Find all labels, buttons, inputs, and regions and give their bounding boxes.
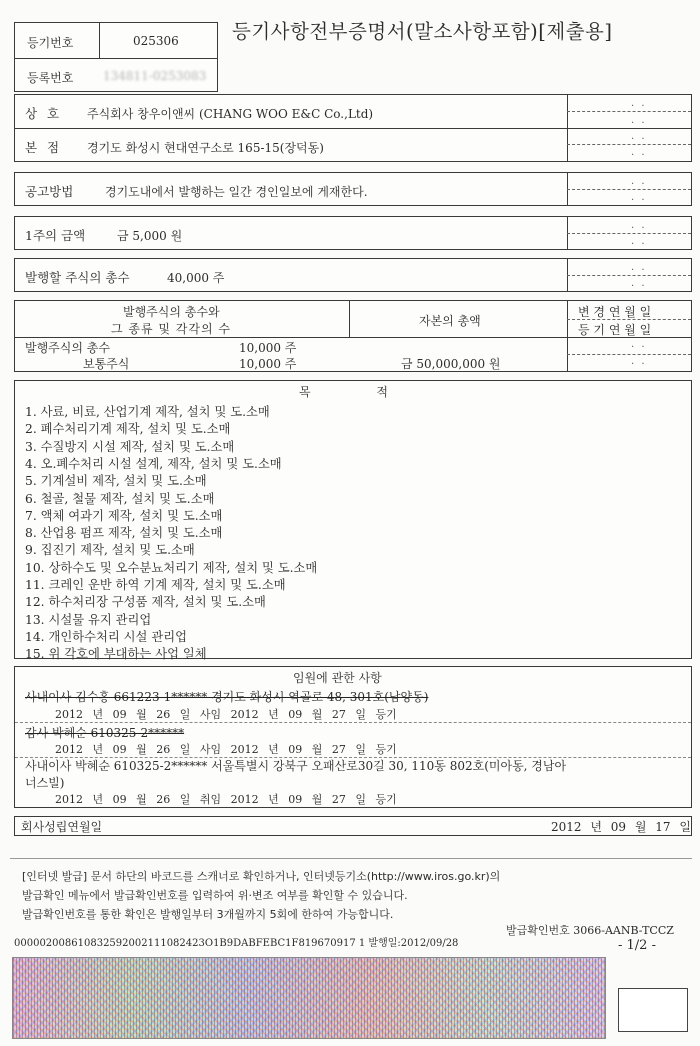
establishment-label: 회사성립연월일 xyxy=(21,820,103,834)
officer1-line: 사내이사 김수홍 661223-1****** 경기도 화성시 역골로 48, 301호(남양동) xyxy=(25,690,429,704)
hq-label: 본 점 xyxy=(25,140,63,155)
purpose-item: 14. 개인하수처리 시설 관리업 xyxy=(25,629,187,644)
notice-value: 경기도내에서 발행하는 일간 경인일보에 게재한다. xyxy=(105,185,368,199)
company-value: 주식회사 창우이앤씨 (CHANG WOO E&C Co.,Ltd) xyxy=(87,107,374,121)
share-amount-label: 1주의 금액 xyxy=(25,228,86,243)
security-barcode-image xyxy=(12,957,606,1039)
common-value: 10,000 주 xyxy=(239,357,297,371)
officer2-line: 감사 박혜순 610325-2****** xyxy=(25,726,185,740)
capital-head: 자본의 총액 xyxy=(419,314,481,328)
issue-confirm-number: 발급확인번호 3066-AANB-TCCZ xyxy=(506,924,674,937)
notice-method-row: 공고방법 경기도내에서 발행하는 일간 경인일보에 게재한다. . . . . xyxy=(14,172,692,206)
purpose-item: 6. 철골, 철물 제작, 설치 및 도.소매 xyxy=(25,491,215,506)
establishment-value: 2012 년 09 월 17 일 xyxy=(551,820,691,834)
common-label: 보통주식 xyxy=(83,357,130,371)
reg-date-label: 등 기 연 월 일 xyxy=(578,323,652,337)
total-shares-row: 발행할 주식의 총수 40,000 주 . . . . xyxy=(14,258,692,292)
total-shares-value: 40,000 주 xyxy=(167,271,225,285)
purpose-item: 5. 기계설비 제작, 설치 및 도.소매 xyxy=(25,474,207,489)
purpose-item: 13. 시설물 유지 관리업 xyxy=(25,612,152,627)
issued-label: 발행주식의 총수 xyxy=(25,341,110,355)
corp-no-label: 등록번호 xyxy=(27,71,74,85)
officer1-dates: 2012 년 09 월 26 일 사임 2012 년 09 월 27 일 등기 xyxy=(55,708,397,721)
company-name-row: 상 호 주식회사 창우이앤씨 (CHANG WOO E&C Co.,Ltd) 본 점 경기도 화성시 현대연구소로 165-15(장덕동) . . . . . . . . xyxy=(14,94,692,162)
issued-value: 10,000 주 xyxy=(239,341,297,355)
corp-no-value: 134811-0253083 xyxy=(103,69,207,83)
document-title: 등기사항전부증명서(말소사항포함)[제출용] xyxy=(232,20,613,43)
officer3-dates: 2012 년 09 월 26 일 취임 2012 년 09 월 27 일 등기 xyxy=(55,793,397,806)
purpose-item: 1. 사료, 비료, 산업기계 제작, 설치 및 도.소매 xyxy=(25,405,270,419)
stamp-box xyxy=(618,988,688,1032)
company-label: 상 호 xyxy=(25,106,63,121)
reg-number-box xyxy=(14,22,218,92)
officer3-line2: 너스빌) xyxy=(25,776,65,790)
page-number: - 1/2 - xyxy=(618,938,656,953)
hq-value: 경기도 화성시 현대연구소로 165-15(장덕동) xyxy=(87,141,324,155)
purpose-item: 15. 위 각호에 부대하는 사업 일체 xyxy=(25,647,207,662)
purpose-item: 8. 산업용 펌프 제작, 설치 및 도.소매 xyxy=(25,526,223,541)
shares-head-line2: 그 종류 및 각각의 수 xyxy=(111,322,231,336)
footer-notice-1: [인터넷 발급] 문서 하단의 바코드를 스캐너로 확인하거나, 인터넷등기소(http://www.iros.go.kr)의 xyxy=(22,870,501,883)
share-amount-row: 1주의 금액 금 5,000 원 . . . . xyxy=(14,216,692,250)
total-shares-label: 발행할 주식의 총수 xyxy=(25,270,130,285)
officers-title: 임원에 관한 사항 xyxy=(293,671,382,685)
change-date-label: 변 경 연 월 일 xyxy=(578,305,652,319)
reg-no-label: 등기번호 xyxy=(27,36,74,50)
purpose-item: 11. 크레인 운반 하역 기계 제작, 설치 및 도.소매 xyxy=(25,578,286,592)
purpose-section xyxy=(14,380,692,662)
purpose-item: 4. 오.폐수처리 시설 설계, 제작, 설치 및 도.소매 xyxy=(25,456,282,471)
capital-value: 금 50,000,000 원 xyxy=(401,357,501,371)
footer-notice-3: 발급확인번호를 통한 확인은 발행일부터 3개월까지 5회에 한하여 가능합니다. xyxy=(22,908,394,921)
officer3-line1: 사내이사 박혜순 610325-2****** 서울특별시 강북구 오패산로30길 30, 110동 802호(미아동, 경남아 xyxy=(25,759,567,773)
barcode-text: 000002008610832592002111082423O1B9DABFEBC1F819670917 1 발행일:2012/09/28 xyxy=(14,938,459,949)
purpose-item: 12. 하수처리장 구성품 제작, 설치 및 도.소매 xyxy=(25,595,266,610)
purpose-title: 목 적 xyxy=(299,385,388,399)
purpose-item: 3. 수질방지 시설 제작, 설치 및 도.소매 xyxy=(25,439,235,454)
purpose-item: 10. 상하수도 및 오수분뇨처리기 제작, 설치 및 도.소매 xyxy=(25,560,318,575)
establishment-row xyxy=(14,816,692,836)
notice-label: 공고방법 xyxy=(25,184,74,199)
officers-section xyxy=(14,666,692,808)
purpose-item: 7. 액체 여과기 제작, 설치 및 도.소매 xyxy=(25,508,223,523)
officer2-dates: 2012 년 09 월 26 일 사임 2012 년 09 월 27 일 등기 xyxy=(55,743,397,756)
purpose-item: 9. 집진기 제작, 설치 및 도.소매 xyxy=(25,543,195,558)
footer-notice-2: 발급확인 메뉴에서 발급확인번호를 입력하여 위·변조 여부를 확인할 수 있습니다. xyxy=(22,889,408,902)
shares-head-line1: 발행주식의 총수와 xyxy=(123,305,220,319)
reg-no-value: 025306 xyxy=(133,34,179,48)
shares-capital-table: 발행주식의 총수와 그 종류 및 각각의 수 자본의 총액 변 경 연 월 일 등 기 연 월 일 발행주식의 총수 10,000 주 보통주식 10,000 주 금 50,000,000 원 . . . . xyxy=(14,300,692,372)
share-amount-value: 금 5,000 원 xyxy=(117,229,183,243)
purpose-item: 2. 폐수처리기계 제작, 설치 및 도.소매 xyxy=(25,422,231,437)
